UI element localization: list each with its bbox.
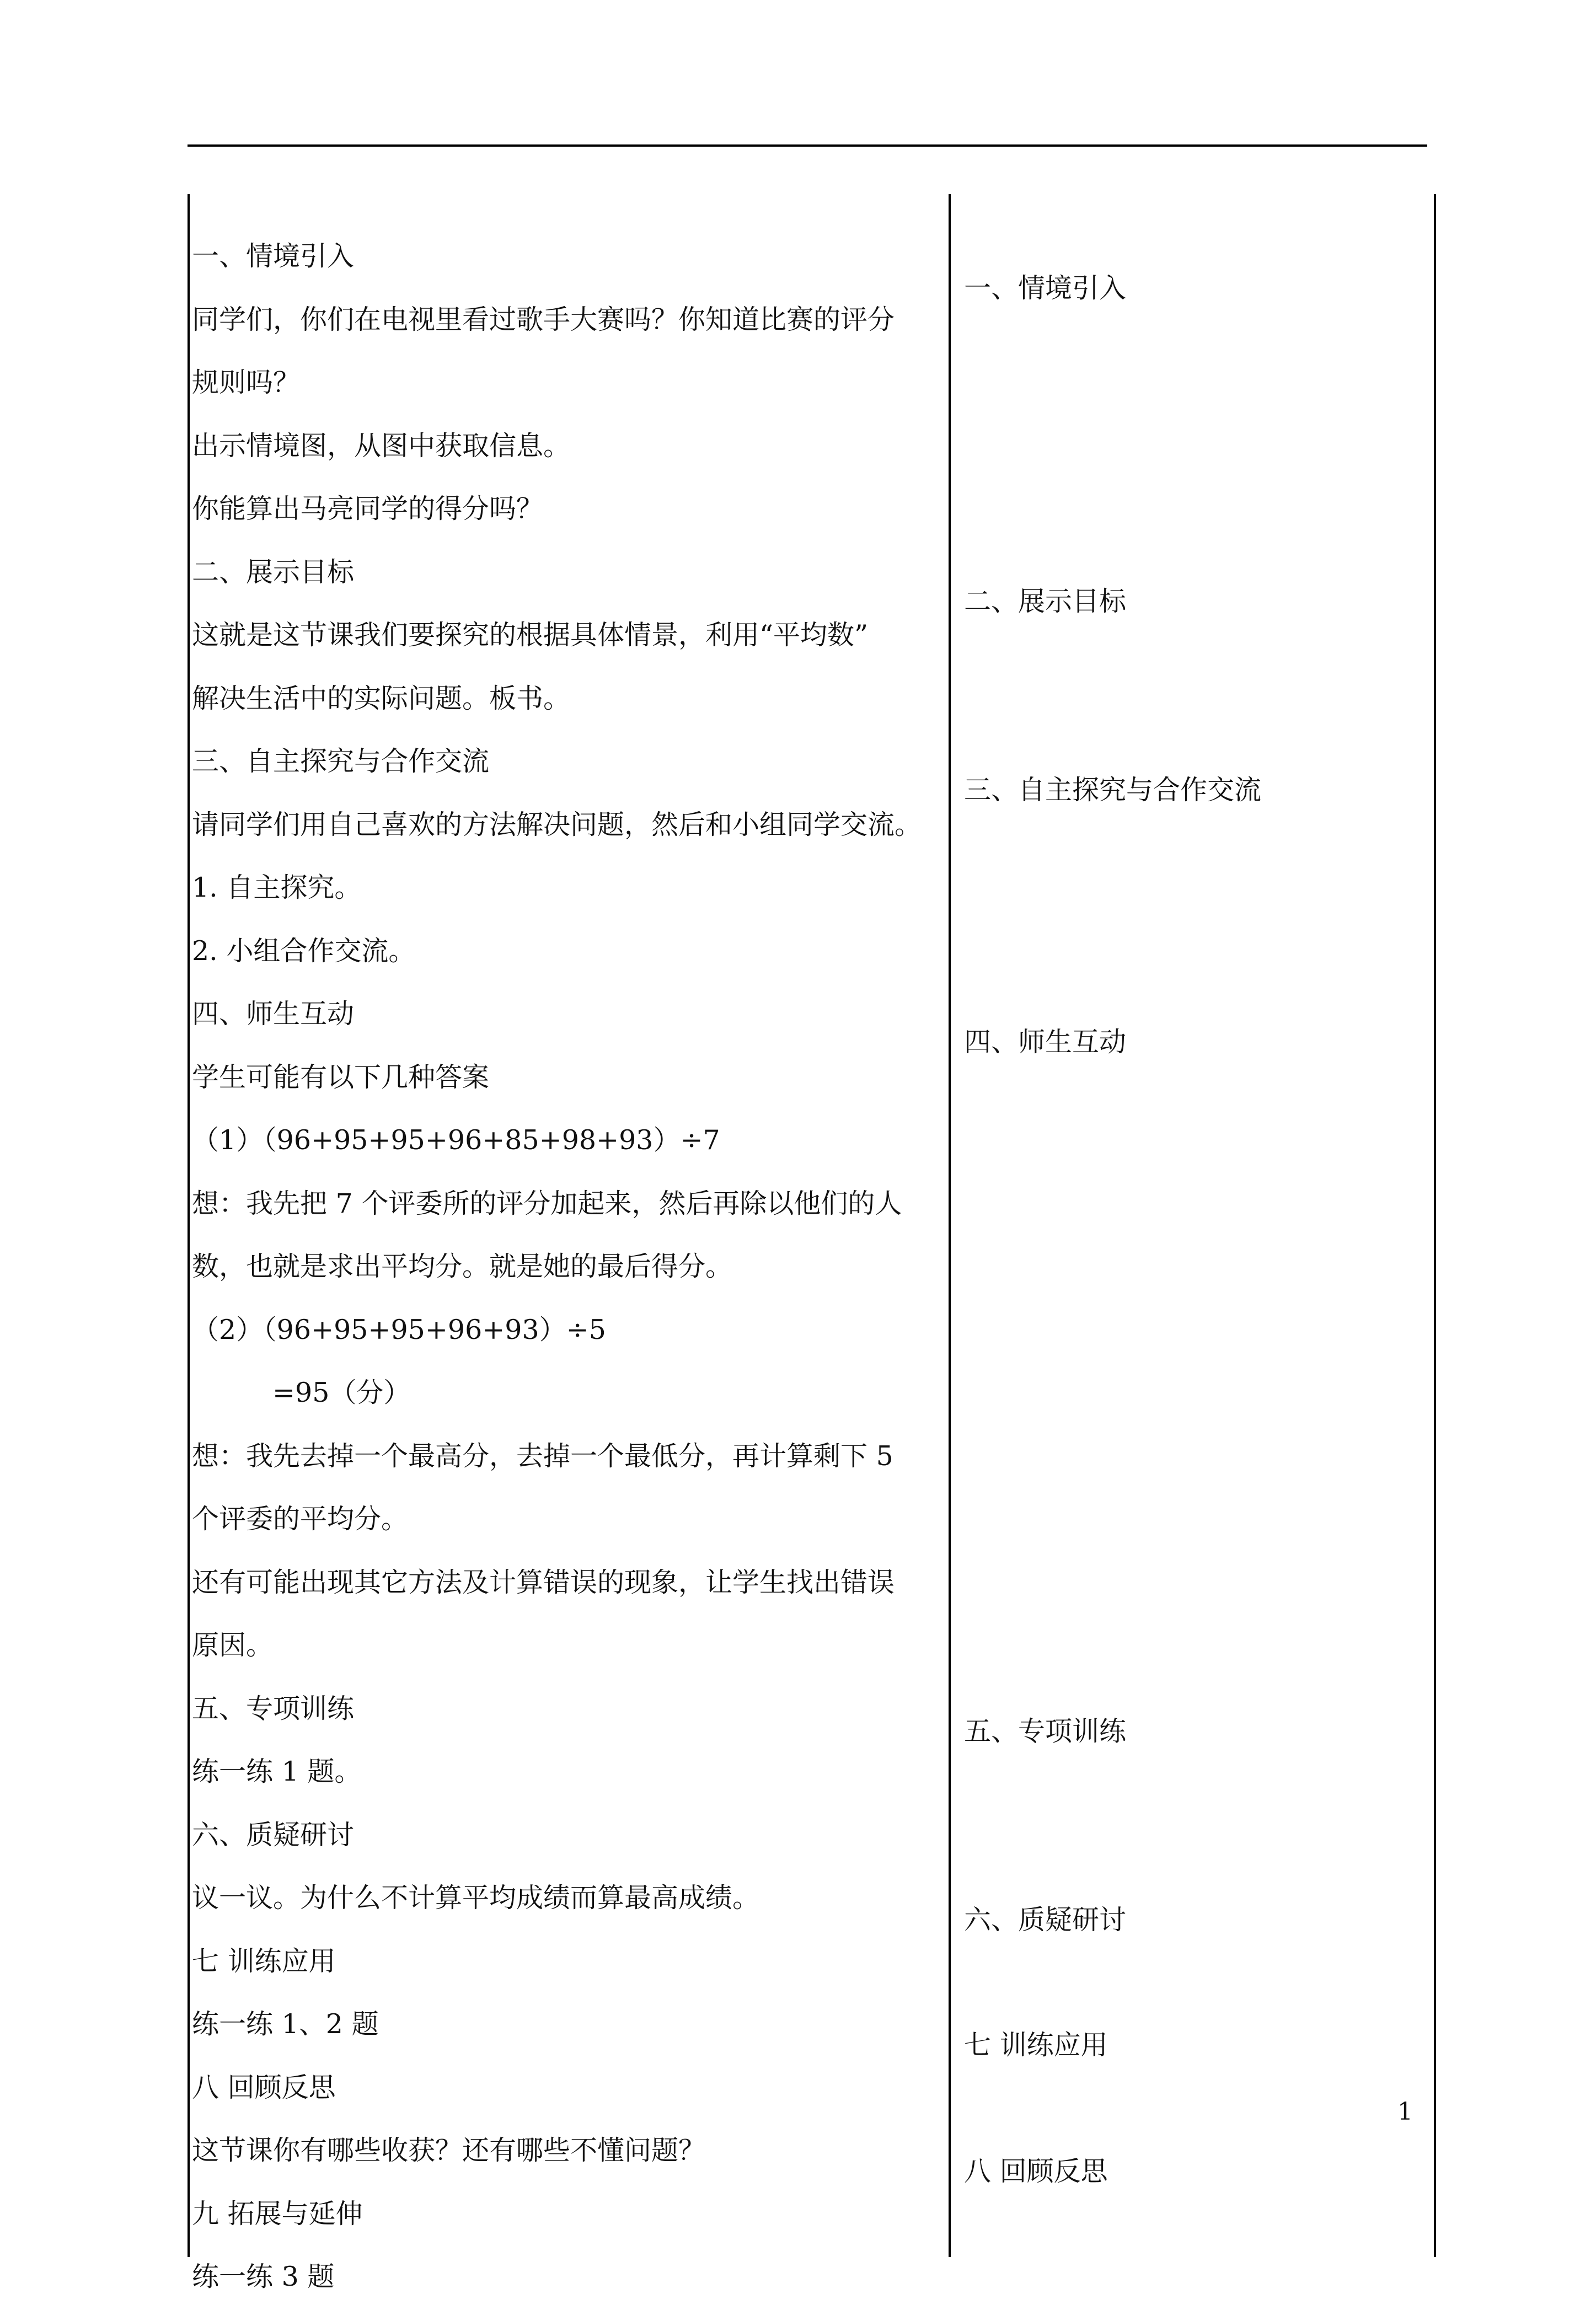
list-item: 2. 小组合作交流。 [192, 935, 416, 967]
section-heading-application: 七 训练应用 [192, 1945, 336, 1977]
body-line: 学生可能有以下几种答案 [192, 1061, 490, 1093]
body-line: 练一练 1、2 题 [192, 2008, 379, 2040]
section-heading-interaction: 四、师生互动 [192, 998, 355, 1030]
section-heading-discussion: 六、质疑研讨 [192, 1819, 355, 1851]
body-line: 想：我先去掉一个最高分，去掉一个最低分，再计算剩下 5 [192, 1440, 893, 1472]
formula-line: （2）（96+95+95+96+93）÷5 [192, 1314, 606, 1346]
table-right-border [1434, 194, 1436, 2257]
body-line: 想：我先把 7 个评委所的评分加起来，然后再除以他们的人 [192, 1187, 902, 1219]
section-heading-goals: 二、展示目标 [192, 556, 355, 588]
summary-heading: 五、专项训练 [964, 1716, 1127, 1747]
summary-heading: 一、情境引入 [964, 272, 1127, 304]
summary-heading: 四、师生互动 [964, 1026, 1127, 1058]
body-line: 练一练 3 题 [192, 2261, 335, 2292]
body-line: 这就是这节课我们要探究的根据具体情景，利用“平均数” [192, 619, 869, 651]
section-heading-extension: 九 拓展与延伸 [192, 2197, 363, 2229]
section-heading-training: 五、专项训练 [192, 1692, 355, 1724]
formula-line: （1）（96+95+95+96+85+98+93）÷7 [192, 1124, 720, 1156]
body-line: 请同学们用自己喜欢的方法解决问题，然后和小组同学交流。 [192, 808, 922, 840]
page-number: 1 [1397, 2098, 1413, 2126]
table-middle-border [949, 194, 951, 2257]
list-item: 1. 自主探究。 [192, 872, 362, 903]
body-line: 练一练 1 题。 [192, 1756, 362, 1787]
body-line: 这节课你有哪些收获？还有哪些不懂问题？ [192, 2135, 706, 2166]
lesson-process-column [192, 237, 928, 2321]
header-rule [188, 144, 1427, 147]
body-line: 个评委的平均分。 [192, 1503, 409, 1535]
section-heading-intro: 一、情境引入 [192, 240, 355, 272]
body-line: 议一议。为什么不计算平均成绩而算最高成绩。 [192, 1882, 760, 1913]
summary-heading: 二、展示目标 [964, 586, 1127, 617]
summary-heading: 三、自主探究与合作交流 [964, 774, 1262, 806]
summary-heading: 六、质疑研讨 [964, 1904, 1127, 1936]
section-heading-review: 八 回顾反思 [192, 2071, 336, 2103]
body-line: 还有可能出现其它方法及计算错误的现象，让学生找出错误 [192, 1566, 895, 1598]
section-heading-explore: 三、自主探究与合作交流 [192, 746, 490, 777]
summary-heading: 八 回顾反思 [964, 2156, 1108, 2187]
body-line: 同学们，你们在电视里看过歌手大赛吗？你知道比赛的评分 [192, 303, 895, 335]
body-line: 原因。 [192, 1629, 274, 1661]
formula-result: =95（分） [272, 1377, 411, 1408]
body-line: 你能算出马亮同学的得分吗？ [192, 493, 544, 524]
body-line: 解决生活中的实际问题。板书。 [192, 682, 571, 714]
table-left-border [188, 194, 190, 2257]
body-line: 数，也就是求出平均分。就是她的最后得分。 [192, 1251, 733, 1282]
body-line: 出示情境图，从图中获取信息。 [192, 430, 571, 462]
body-line: 规则吗？ [192, 367, 301, 398]
summary-heading: 七 训练应用 [964, 2029, 1108, 2061]
